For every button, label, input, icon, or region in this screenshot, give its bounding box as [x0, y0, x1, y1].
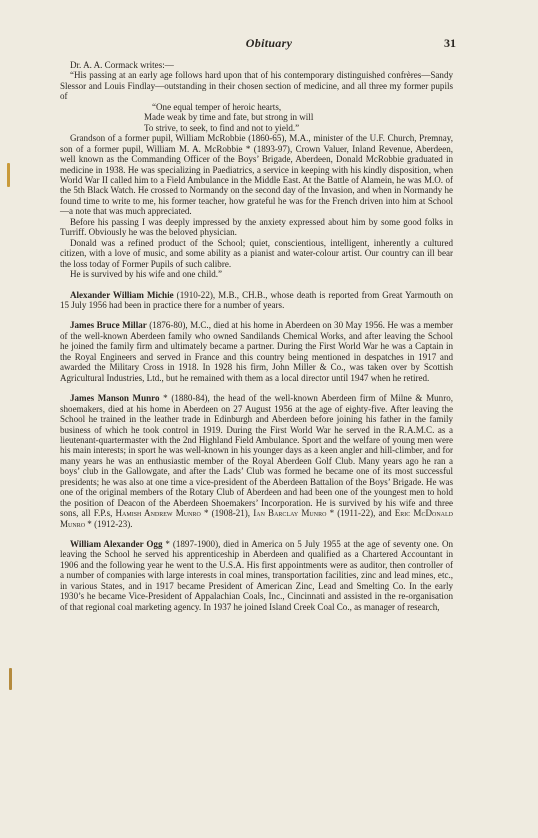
obituary-munro [60, 393, 453, 529]
poem-line: Made weak by time and fate, but strong in will [144, 112, 314, 123]
paragraph-survived: He is survived by his wife and one child.” [70, 269, 223, 280]
son-dates: * (1912-23). [85, 518, 133, 529]
son-name: Eric McDonald Munro [60, 508, 454, 529]
poem-quote [144, 102, 453, 133]
person-name: James Bruce Millar [70, 320, 147, 331]
obituary-millar [60, 320, 453, 383]
obituary-text: * (1897-1900), died in America on 5 July 1955 at the age of seventy one. On leaving the School he served his apprenticeship in Aberdeen and qualified as a Chartered Accountant in 1906 and the following year he went to the U.S.A. His first appointments were as auditor, then controller of a number of companies with large interests in coal mines, transportation facilities, zinc and lead mines, etc., in various States, and in 1917 became President of American Zinc, Lead and Smelting Co. In the early 1930’s he became Vice-President of Appalachian Coals, Inc., Cincinnati and assisted in the re-organisation of that regional coal marketing agency. In 1937 he joined Island Creek Coal Co., as manager of research, [60, 539, 453, 612]
poem-line: To strive, to seek, to find and not to yield.” [144, 122, 300, 133]
poem-line: “One equal temper of heroic hearts, [152, 101, 282, 112]
paragraph-before-passing: Before his passing I was deeply impressed by the anxiety expressed about him by some good folks in Turriff. Obviously he was the beloved physician. [60, 216, 453, 238]
obituary-text: * (1880-84), the head of the well-known Aberdeen firm of Milne & Munro, shoemakers, died at his home in Aberdeen on 27 August 1956 at the age of eighty-five. After leaving the School he trained in the leather trade in Edinburgh and Aberdeen before joining his father in the family business of which he took control in 1919. During the First World War he served in the R.A.M.C. as a lieutenant-quartermaster with the 2nd Highland Field Ambulance. Sport and the welfare of young men were his main interests; in sport he was well-known in his younger days as a keen angler and hill-climber, and for many years he was an enthusiastic member of the Royal Aberdeen Golf Club. Many years ago he ran a boys’ club in the Gallowgate, and after the Lads’ Club was formed he became one of its most successful presidents; he was also at one time a vice-president of the Aberdeen Battalion of the Boys’ Brigade. He was one of the original members of the Rotary Club of Aberdeen and had been one of the youngest men to hold the position of Deacon of the Aberdeen Shoemakers’ Incorporation. He is survived by his wife and three sons, all F.P.s, [60, 393, 453, 519]
son-dates: * (1908-21), [200, 508, 254, 519]
obituary-text [60, 60, 453, 612]
son-name: Hamish Andrew Munro [115, 508, 201, 519]
margin-mark-bottom [9, 668, 12, 690]
obituary-ogg [60, 539, 453, 612]
son-dates: * (1911-22), and [326, 508, 395, 519]
obituary-text: (1876-80), M.C., died at his home in Aberdeen on 30 May 1956. He was a member of the well-known Aberdeen family who owned Sandilands Chemical Works, and after leaving the School he joined the family firm and ultimately became a partner. During the First World War he was a Captain in the Royal Engineers and served in France and this country being mentioned in despatches in 1917 and awarded the Military Cross in 1918. In 1928 his firm, John Miller & Co., was taken over by Scottish Agricultural Industries, Ltd., but he remained with them as a local director until 1947 when he retired. [60, 320, 453, 383]
person-name: William Alexander Ogg [70, 539, 163, 550]
page-header [0, 36, 538, 52]
person-name: Alexander William Michie [70, 289, 174, 300]
person-name: James Manson Munro [70, 393, 160, 404]
intro-line: Dr. A. A. Cormack writes:— [70, 60, 174, 70]
page-number: 31 [444, 36, 456, 50]
paragraph-grandson: Grandson of a former pupil, William McRobbie (1860-65), M.A., minister of the U.F. Church, Premnay, son of a former pupil, William M. A. McRobbie * (1893-97), Crown Valuer, Inland Revenue, Aberdeen, well known as the Commanding Officer of the Boys’ Brigade, Aberdeen, Donald McRobbie graduated in medicine in 1938. He was specializing in Paediatrics, a service in keeping with his kindly disposition, when World War II called him to a Field Ambulance in the Middle East. At the Battle of Alamein, he was M.O. of the 5th Black Watch. He crossed to Normandy on the second day of the Invasion, and when in Normandy he found time to write to me, his former teacher, how grateful he was for the French driven into him at School—a note that was much appreciated. [60, 133, 453, 217]
obituary-text: (1910-22), M.B., CH.B., whose death is reported from Great Yarmouth on 15 July 1956 had been in practice there for a number of years. [60, 289, 453, 310]
quote-paragraph: “His passing at an early age follows hard upon that of his contemporary distinguished confrères—Sandy Slessor and Louis Findlay—outstanding in their chosen section of medicine, and all three my former pupils of [60, 70, 453, 102]
obituary-michie [60, 290, 453, 311]
paragraph-donald: Donald was a refined product of the School; quiet, conscientious, intelligent, inherently a cultured citizen, with a love of music, and some ability as a pianist and water-colour artist. Our country can ill bear the loss today of Former Pupils of such calibre. [60, 237, 453, 269]
running-head: Obituary [245, 36, 293, 50]
son-name: Ian Barclay Munro [253, 508, 327, 519]
margin-mark-top [7, 163, 10, 187]
